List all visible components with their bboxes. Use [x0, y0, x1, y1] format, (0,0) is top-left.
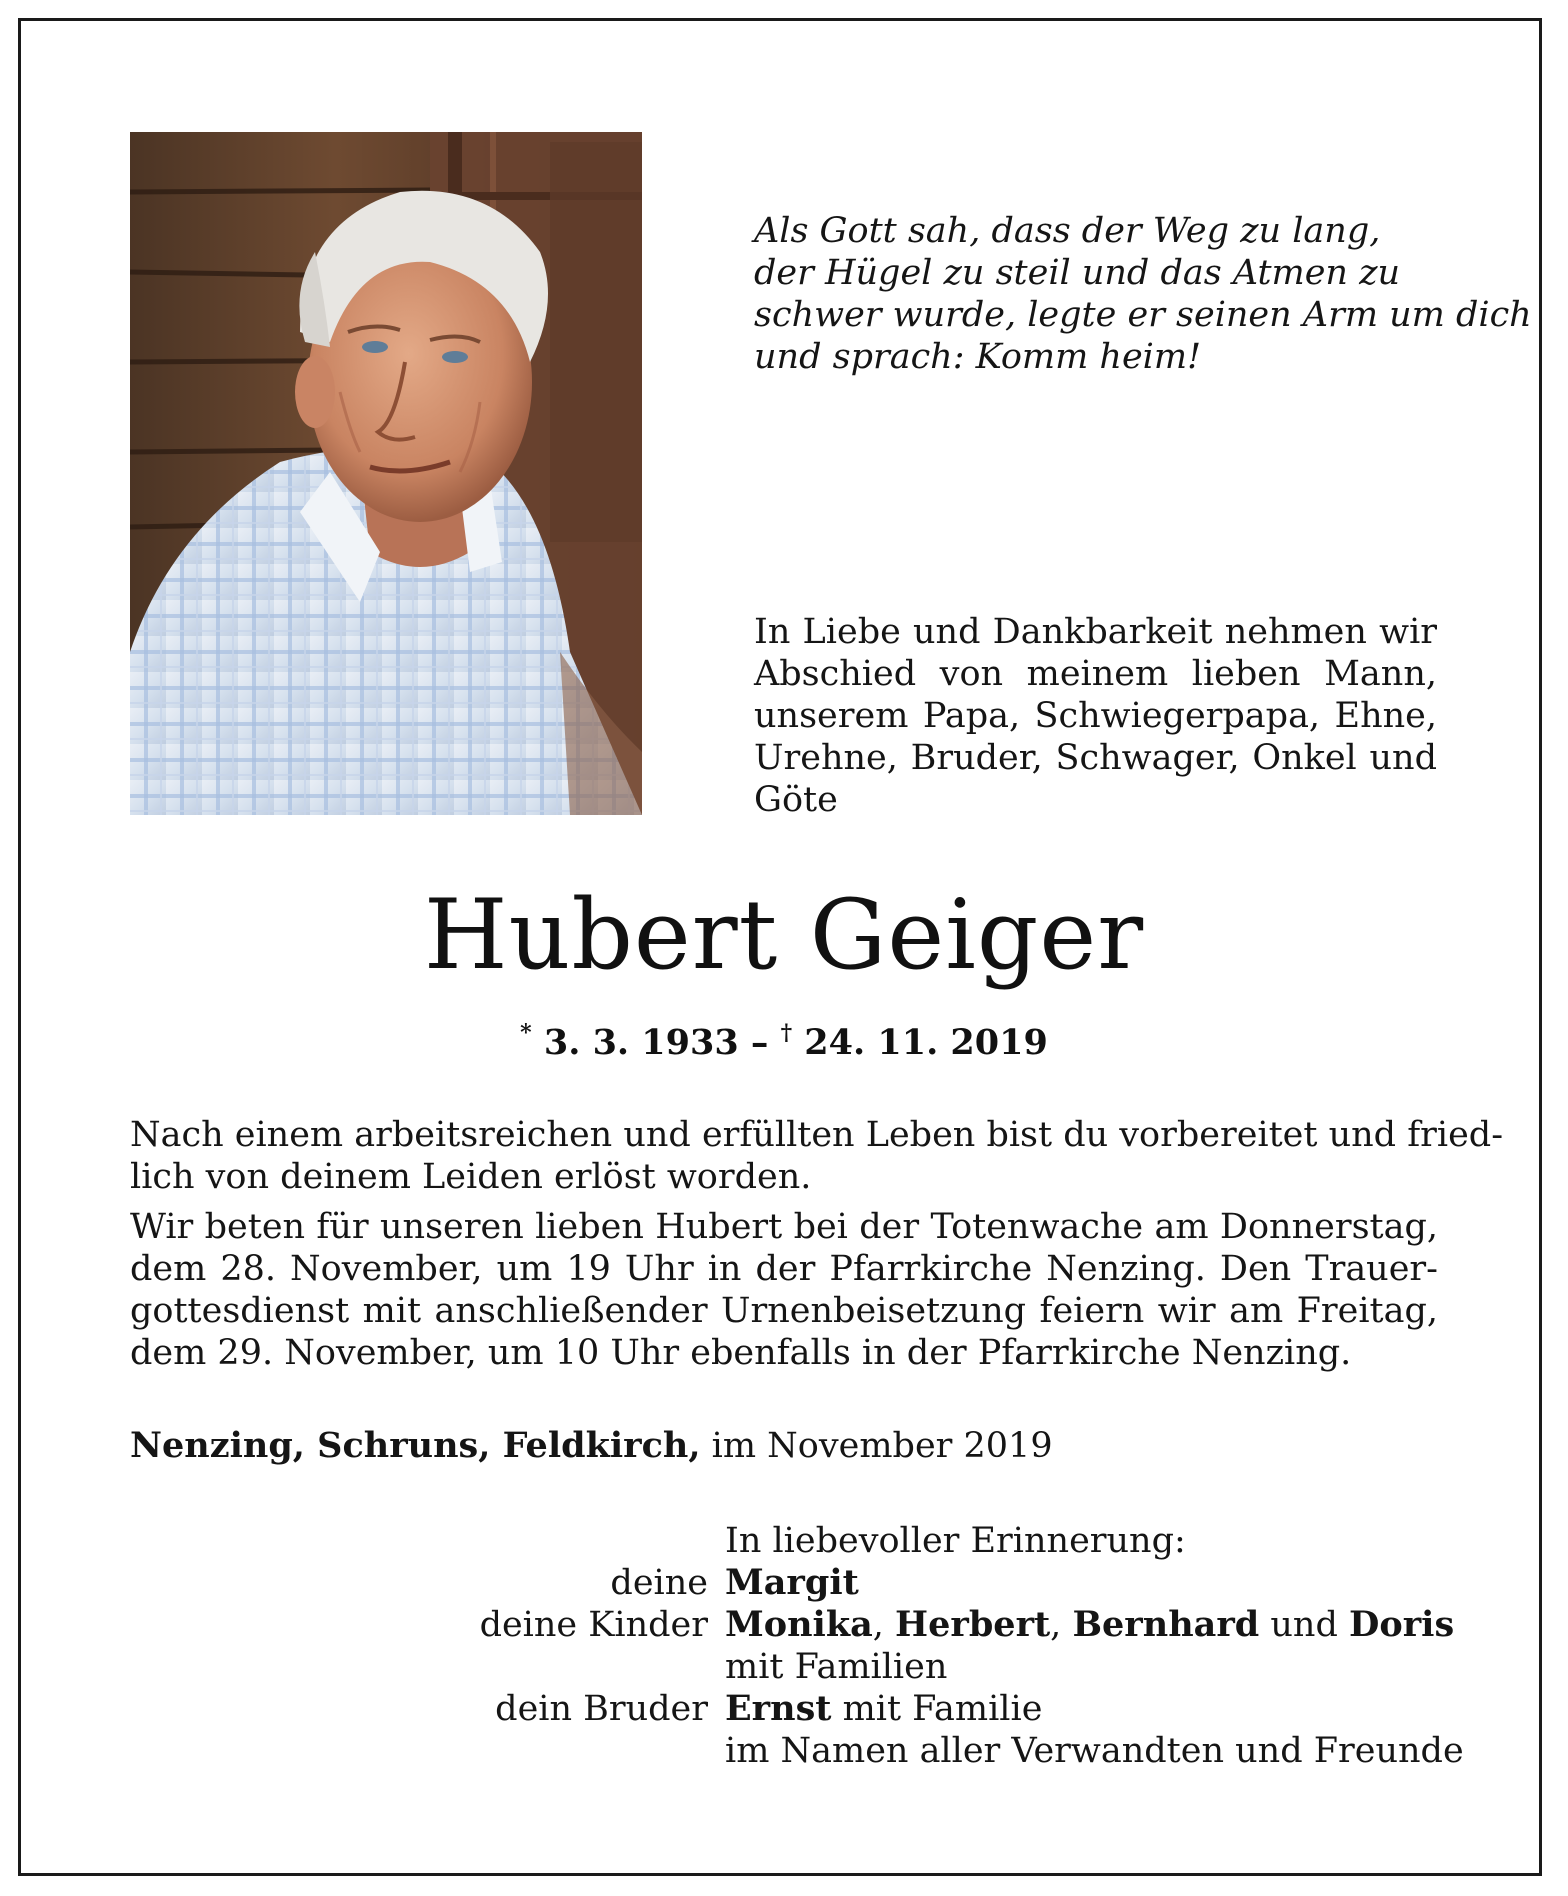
- paragraph-line: Nach einem arbeitsreichen und erfüllten Leben bist du vorbereitet und fried-: [130, 1115, 1504, 1155]
- paragraph-line: Wir beten für unseren lieben Hubert bei der Totenwache am Donnerstag,: [130, 1207, 1438, 1247]
- child-name: Bernhard: [1072, 1604, 1260, 1645]
- death-date: 24. 11. 2019: [804, 1022, 1048, 1063]
- brother-label: dein Bruder: [495, 1689, 708, 1729]
- intro-line: unserem Papa, Schwiegerpapa, Ehne,: [754, 696, 1437, 736]
- death-symbol: †: [780, 1020, 793, 1046]
- intro-line: Göte: [754, 780, 838, 820]
- intro-line: Urehne, Bruder, Schwager, Onkel und: [754, 738, 1437, 778]
- signature-heading: In liebevoller Erinnerung:: [725, 1521, 1186, 1561]
- portrait-photo: [130, 132, 642, 815]
- child-name: Herbert: [895, 1604, 1051, 1645]
- paragraph-line: dem 29. November, um 10 Uhr ebenfalls in der Pfarrkirche Nenzing.: [130, 1333, 1352, 1373]
- verse-line: schwer wurde, legte er seinen Arm um dich: [754, 295, 1532, 335]
- verse-line: und sprach: Komm heim!: [754, 337, 1202, 377]
- paragraph-line: lich von deinem Leiden erlöst worden.: [130, 1157, 812, 1197]
- places: Nenzing, Schruns, Feldkirch,: [130, 1425, 701, 1466]
- life-dates: [0, 1011, 1568, 1065]
- intro-line: In Liebe und Dankbarkeit nehmen wir: [754, 612, 1437, 652]
- month-year: im November 2019: [711, 1426, 1053, 1466]
- paragraph-line: dem 28. November, um 19 Uhr in der Pfarrkirche Nenzing. Den Trauer-: [130, 1249, 1438, 1289]
- intro-line: Abschied von meinem lieben Mann,: [754, 654, 1437, 694]
- birth-date: 3. 3. 1933: [543, 1022, 739, 1063]
- place-date-line: [130, 1424, 1053, 1468]
- closing-line: im Namen aller Verwandten und Freunde: [725, 1731, 1464, 1771]
- verse-line: Als Gott sah, dass der Weg zu lang,: [754, 211, 1381, 251]
- brother-family: mit Familie: [842, 1689, 1043, 1729]
- birth-symbol: *: [520, 1020, 532, 1046]
- farewell-intro: [754, 611, 1437, 821]
- children-label: deine Kinder: [479, 1605, 708, 1645]
- paragraph-line: gottesdienst mit anschließender Urnenbeisetzung feiern wir am Freitag,: [130, 1291, 1438, 1331]
- brother-name: Ernst: [725, 1688, 832, 1729]
- date-separator: –: [750, 1022, 769, 1063]
- child-name: Monika: [725, 1604, 873, 1645]
- wife-label: deine: [610, 1563, 708, 1603]
- comma: ,: [1050, 1605, 1062, 1645]
- child-name: Doris: [1349, 1604, 1455, 1645]
- verse-line: der Hügel zu steil und das Atmen zu: [754, 253, 1401, 293]
- conjunction: und: [1270, 1605, 1338, 1645]
- comma: ,: [872, 1605, 884, 1645]
- paragraph-life: [130, 1114, 1504, 1198]
- children-families: mit Familien: [725, 1647, 948, 1687]
- deceased-name: Hubert Geiger: [423, 879, 1145, 991]
- paragraph-services: [130, 1206, 1438, 1374]
- verse-quote: [754, 210, 1532, 378]
- wife-name: Margit: [725, 1562, 859, 1603]
